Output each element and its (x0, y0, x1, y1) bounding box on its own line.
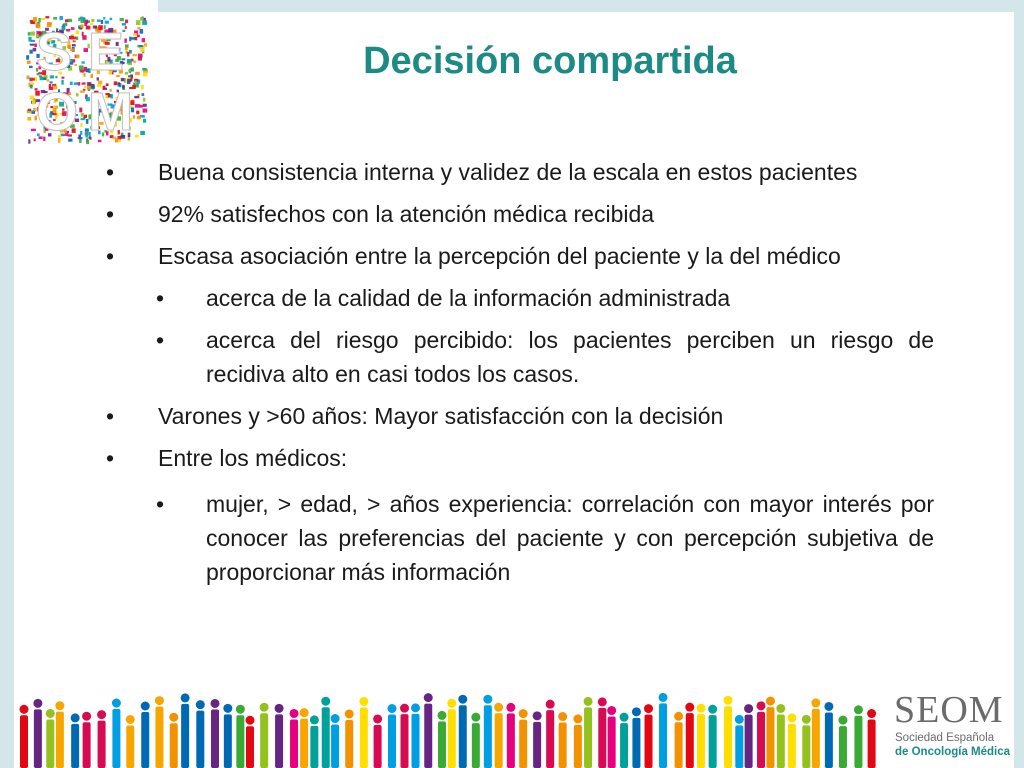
bullet-icon: • (156, 327, 165, 353)
person-figure (400, 704, 409, 768)
list-item-text: mujer, > edad, > años experiencia: correlación con mayor interés por conocer las preferencias del paciente y con percepción subjetiva de proporcionar más información (206, 491, 934, 585)
person-figure (867, 709, 876, 768)
person-figure (345, 709, 354, 768)
list-item-text: acerca del riesgo percibido: los pacientes perciben un riesgo de recidiva alto en casi todos los casos. (206, 327, 934, 387)
list-item-sub (150, 487, 934, 589)
person-figure (494, 703, 503, 768)
list-item-sub (150, 323, 934, 391)
person-figure (659, 693, 668, 768)
top-frame-band (158, 0, 1024, 12)
person-figure (310, 715, 319, 768)
person-figure (854, 705, 863, 768)
person-figure (685, 703, 694, 768)
person-figure (155, 696, 164, 768)
person-figure (757, 701, 766, 768)
logo-letter: M (88, 82, 133, 142)
person-figure (533, 711, 542, 768)
person-figure (424, 693, 433, 768)
person-figure (824, 702, 833, 768)
person-figure (275, 704, 284, 768)
person-figure (546, 700, 555, 768)
person-figure (802, 715, 811, 768)
person-figure (519, 709, 528, 768)
person-figure (236, 705, 245, 768)
person-figure (573, 714, 582, 768)
person-figure (708, 705, 717, 768)
person-figure (584, 697, 593, 768)
person-figure (607, 706, 616, 768)
person-figure (55, 701, 64, 768)
person-figure (766, 697, 775, 768)
person-figure (331, 714, 340, 768)
person-figure (696, 704, 705, 768)
brand-line-2: de Oncología Médica (895, 746, 1011, 758)
logo-letter: O (36, 82, 79, 142)
person-figure (632, 707, 641, 768)
person-figure (300, 708, 309, 768)
person-figure (359, 697, 368, 768)
list-item (100, 197, 934, 231)
person-figure (112, 699, 121, 768)
slide-title: Decisión compartida (363, 40, 737, 82)
list-item-text: Buena consistencia interna y validez de la escala en estos pacientes (158, 159, 858, 185)
person-figure (744, 704, 753, 768)
person-figure (373, 714, 382, 768)
person-figure (141, 702, 150, 768)
list-item (100, 441, 934, 475)
logo-letter: E (88, 22, 125, 82)
people-crowd-illustration (14, 690, 884, 768)
person-figure (196, 700, 205, 768)
person-figure (126, 715, 135, 768)
person-figure (447, 699, 456, 768)
person-figure (558, 712, 567, 768)
list-item (100, 399, 934, 433)
person-figure (97, 710, 106, 768)
seom-brand-logo (890, 688, 1014, 766)
logo-letter: S (36, 22, 73, 82)
bullet-icon: • (106, 445, 115, 471)
seom-mosaic-logo (22, 12, 150, 146)
person-figure (724, 696, 733, 768)
person-figure (82, 712, 91, 768)
list-item-text: Escasa asociación entre la percepción del paciente y la del médico (158, 243, 841, 269)
person-figure (838, 716, 847, 768)
list-item-sub (150, 281, 934, 315)
list-item-text: 92% satisfechos con la atención médica recibida (158, 201, 655, 227)
bullet-list (100, 155, 934, 589)
person-figure (46, 709, 55, 768)
bullet-icon: • (106, 403, 115, 429)
person-figure (458, 695, 467, 768)
person-figure (811, 698, 820, 768)
person-figure (787, 713, 796, 768)
brand-line-1: Sociedad Española (895, 732, 995, 744)
list-item-text: Varones y >60 años: Mayor satisfacción con la decisión (158, 403, 724, 429)
person-figure (437, 711, 446, 768)
person-figure (71, 713, 80, 768)
person-figure (776, 704, 785, 768)
person-figure (644, 704, 653, 768)
bullet-icon: • (106, 159, 115, 185)
person-figure (223, 704, 232, 768)
person-figure (290, 709, 299, 768)
left-frame-band (0, 0, 14, 768)
person-figure (169, 713, 178, 768)
bullet-icon: • (156, 285, 165, 311)
person-figure (483, 695, 492, 768)
person-figure (33, 699, 42, 768)
list-item (100, 155, 934, 189)
person-figure (598, 697, 607, 768)
brand-name: SEOM (894, 689, 1004, 731)
person-figure (506, 703, 515, 768)
bullet-icon: • (106, 201, 115, 227)
person-figure (245, 716, 254, 768)
person-figure (321, 697, 330, 768)
list-item-text: Entre los médicos: (158, 445, 348, 471)
list-item-text: acerca de la calidad de la información administrada (206, 285, 731, 311)
person-figure (411, 703, 420, 768)
person-figure (210, 699, 219, 768)
person-figure (260, 703, 269, 768)
bullet-icon: • (106, 243, 115, 269)
right-frame-band (1014, 0, 1024, 768)
list-item (100, 239, 934, 273)
person-figure (20, 705, 29, 768)
person-figure (181, 693, 190, 768)
person-figure (735, 715, 744, 768)
person-figure (620, 713, 629, 768)
person-figure (388, 704, 397, 768)
person-figure (471, 713, 480, 768)
person-figure (674, 712, 683, 768)
bullet-icon: • (156, 491, 165, 517)
